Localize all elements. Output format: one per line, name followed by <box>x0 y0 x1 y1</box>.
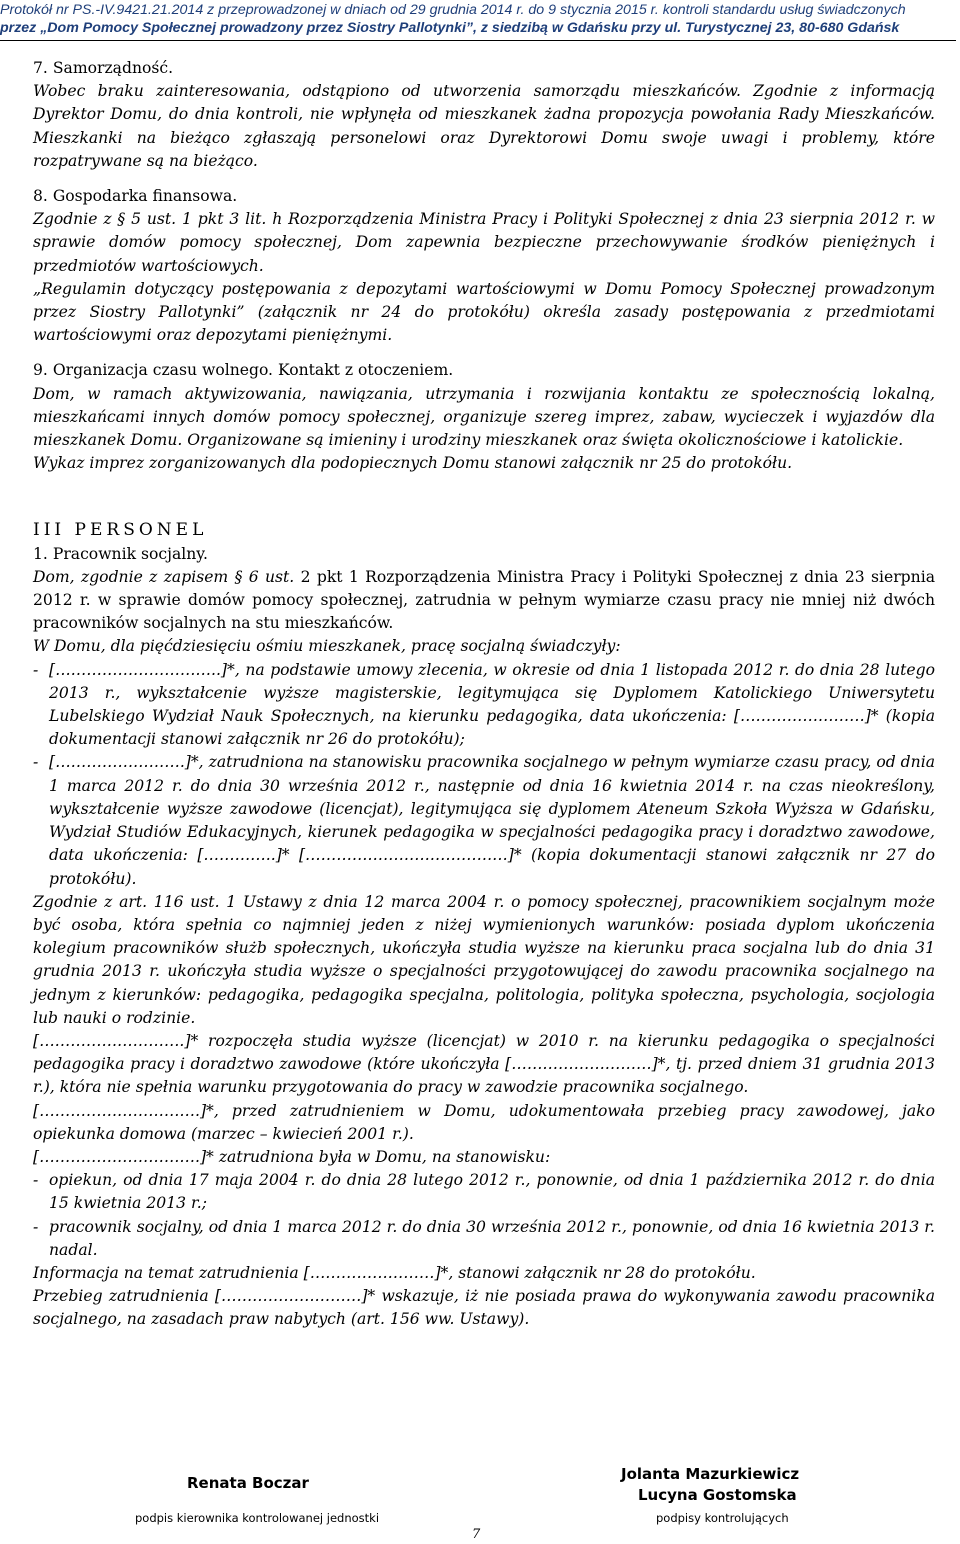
para-personel-1 <box>33 566 935 636</box>
para-personel-5: [………………………….]*, przed zatrudnieniem w Domu, udokumentowała przebieg pracy zawodowej, jako opiekunka domowa (marzec – kwiecień 2001 r.). <box>33 1101 935 1143</box>
page-number: 7 <box>472 1527 481 1542</box>
para-czas-wolny-2: Wykaz imprez zorganizowanych dla podopiecznych Domu stanowi załącznik nr 25 do protokółu. <box>33 454 793 473</box>
header-protocol-line: Protokół nr PS.-IV.9421.21.2014 z przeprowadzonej w dniach od 29 grudnia 2014 r. do 9 stycznia 2015 r. kontroli standardu usług świadczonych <box>0 2 906 18</box>
list-dash: - <box>33 1217 39 1236</box>
para-personel-2: W Domu, dla pięćdziesięciu ośmiu mieszkanek, pracę socjalną świadczyły: <box>33 637 621 656</box>
para-personel-3: Zgodnie z art. 116 ust. 1 Ustawy z dnia 12 marca 2004 r. o pomocy społecznej, pracownikiem socjalnym może być osoba, która spełnia co najmniej jeden z niżej wymienionych warunków: posiada dyplom ukończenia kolegium pracowników służb społecznych, ukończyła studia wyższe na kierunku praca socjalna lub do dnia 31 grudnia 2013 r. ukończyła studia wyższe o specjalności przygotowującej do zawodu pracownika socjalnego na jednym z kierunków: pedagogika, pedagogika specjalna, politologia, polityka społeczna, psychologia, socjologia lub nauki o rodzinie. <box>33 892 935 1027</box>
para-personel-8: Przebieg zatrudnienia [………………………]* wskazuje, iż nie posiada prawa do wykonywania zawodu pracownika socjalnego, na zasadach praw nabytych (art. 156 ww. Ustawy). <box>33 1287 935 1329</box>
signature-right-caption: podpisy kontrolujących <box>656 1511 789 1525</box>
spacer <box>33 475 935 519</box>
spacer <box>33 173 935 185</box>
signature-right-name-1: Jolanta Mazurkiewicz <box>621 1465 800 1483</box>
para-gospodarka-1: Zgodnie z § 5 ust. 1 pkt 3 lit. h Rozporządzenia Ministra Pracy i Polityki Społecznej z dnia 23 sierpnia 2012 r. w sprawie domów pomocy społecznej, Dom zapewnia bezpieczne przechowywanie środków pieniężnych i przedmiotów wartościowych. <box>33 210 935 275</box>
para-personel-4: [……………………….]* rozpoczęła studia wyższe (licencjat) w 2010 r. na kierunku pedagogika o specjalności pedagogika pracy i doradztwo zawodowe (które ukończyła [………………………]*, tj. przed dniem 31 grudnia 2013 r.), która nie spełnia warunku przygotowania do pracy w zawodzie pracownika socjalnego. <box>33 1031 935 1097</box>
signature-left-caption: podpis kierownika kontrolowanej jednostki <box>135 1511 380 1525</box>
para-personel-7: Informacja na temat zatrudnienia [……………………]*, stanowi załącznik nr 28 do protokółu. <box>33 1263 756 1282</box>
list-item <box>33 1216 935 1262</box>
heading-gospodarka: 8. Gospodarka finansowa. <box>33 187 238 206</box>
para-personel-1-b: 2 pkt 1 Rozporządzenia Ministra Pracy i Polityki Społecznej z dnia 23 sierpnia 2012 r. w sprawie domów pomocy społecznej, zatrudnia w pełnym wymiarze czasu pracy nie mniej niż dwóch pracowników socjalnych na stu mieszkańców. <box>33 567 935 633</box>
signature-left-name: Renata Boczar <box>187 1474 309 1492</box>
document-body <box>33 57 935 1332</box>
list-dash: - <box>33 753 39 772</box>
para-personel-6: [………………………….]* zatrudniona była w Domu, na stanowisku: <box>33 1147 551 1166</box>
list-dash: - <box>33 1171 39 1190</box>
header-institution-line: przez „Dom Pomocy Społecznej prowadzony przez Siostry Pallotynki”, z siedzibą w Gdańsku przy ul. Turystycznej 23, 80-680 Gdańsk <box>0 20 900 36</box>
section-title-personel: III PERSONEL <box>33 520 208 541</box>
list-item-text: pracownik socjalny, od dnia 1 marca 2012 r. do dnia 30 września 2012 r., ponownie, od dnia 16 kwietnia 2013 r. nadal. <box>49 1217 935 1259</box>
para-gospodarka-2: „Regulamin dotyczący postępowania z depozytami wartościowymi w Domu Pomocy Społecznej prowadzonym przez Siostry Pallotynki” (załącznik nr 24 do protokółu) określa zasady postępowania z przedmiotami wartościowymi oraz depozytami pieniężnymi. <box>33 279 935 345</box>
list-dash: - <box>33 660 39 679</box>
heading-czas-wolny: 9. Organizacja czasu wolnego. Kontakt z otoczeniem. <box>33 361 454 380</box>
list-item-text: […………………….]*, zatrudniona na stanowisku pracownika socjalnego w pełnym wymiarze czasu pracy, od dnia 1 marca 2012 r. do dnia 30 września 2012 r., następnie od dnia 16 kwietnia 2014 r. na czas nieokreślony, wykształcenie wyższe zawodowe (licencjat), legitymująca się dyplomem Ateneum Szkoła Wyższa w Gdańsku, Wydział Studiów Edukacyjnych, kierunek pedagogika w specjalności pedagogika pracy i doradztwo zawodowe, data ukończenia: […………..]* […………………………………]* (kopia dokumentacji stanowi załącznik nr 27 do protokółu). <box>49 753 935 888</box>
para-personel-1-a: Dom, zgodnie z zapisem § 6 ust. <box>33 567 295 586</box>
para-czas-wolny-1: Dom, w ramach aktywizowania, nawiązania, utrzymania i rozwijania kontaktu ze społecznością lokalną, mieszkańcami innych domów pomocy społecznej, organizuje szereg imprez, zabaw, wycieczek i wyjazdów dla mieszkanek Domu. Organizowane są imieniny i urodziny mieszkanek oraz święta okolicznościowe i katolickie. <box>33 384 935 450</box>
para-samorzadnosc: Wobec braku zainteresowania, odstąpiono od utworzenia samorządu mieszkańców. Zgodnie z informacją Dyrektor Domu, do dnia kontroli, nie wpłynęła od mieszkanek żadna propozycja powołania Rady Mieszkańców. Mieszkanki na bieżąco zgłaszają personelowi oraz Dyrektorowi Domu swoje uwagi i problemy, które rozpatrywane są na bieżąco. <box>33 82 935 170</box>
list-item-text: opiekun, od dnia 17 maja 2004 r. do dnia 28 lutego 2012 r., ponownie, od dnia 1 października 2012 r. do dnia 15 kwietnia 2013 r.; <box>49 1171 935 1213</box>
list-item <box>33 659 935 752</box>
header-divider <box>0 40 956 41</box>
list-item <box>33 1169 935 1215</box>
heading-samorzadnosc: 7. Samorządność. <box>33 59 174 77</box>
list-item-text: […………………………..]*, na podstawie umowy zlecenia, w okresie od dnia 1 listopada 2012 r. do dnia 28 lutego 2013 r., wykształcenie wyższe magisterskie, legitymująca się Dyplomem Katolickiego Uniwersytetu Lubelskiego Wydział Nauk Społecznych, na kierunku pedagogika, data ukończenia: [……………………]* (kopia dokumentacji stanowi załącznik nr 26 do protokółu); <box>49 660 935 749</box>
signature-right-name-2: Lucyna Gostomska <box>638 1486 797 1504</box>
list-item <box>33 751 935 890</box>
spacer <box>33 347 935 359</box>
heading-pracownik-socjalny: 1. Pracownik socjalny. <box>33 544 208 563</box>
